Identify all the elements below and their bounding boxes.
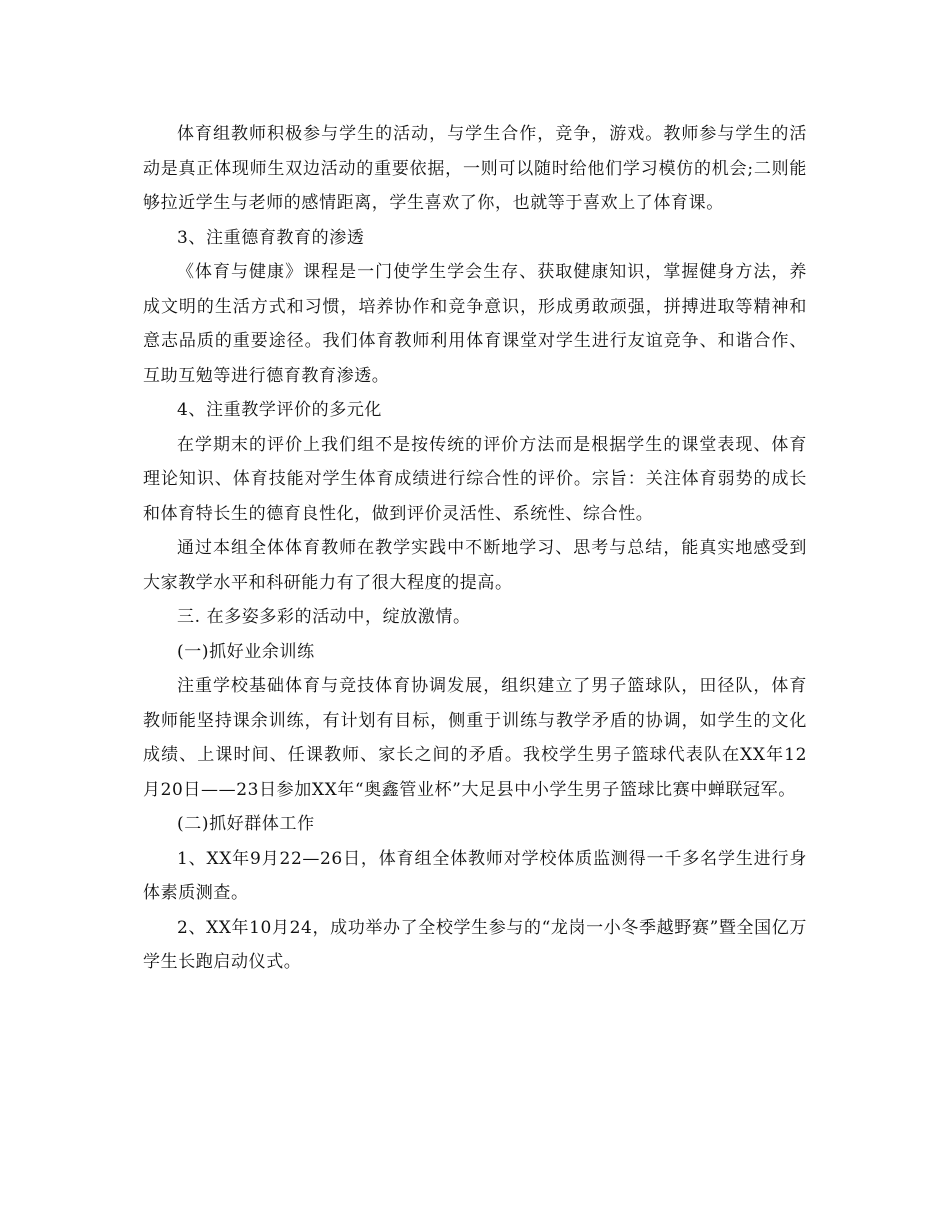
document-body: [143, 117, 807, 980]
heading-evaluation-diversity: 4、注重教学评价的多元化: [177, 400, 383, 420]
paragraph-basketball-team: 注重学校基础体育与竞技体育协调发展，组织建立了男子篮球队，田径队，体育教师能坚持课余训练，有计划有目标，侧重于训练与教学矛盾的协调，如学生的文化成绩、上课时间、任课教师、家长之间的矛盾。我校学生男子篮球代表队在XX年12月20日——23日参加XX年“奥鑫管业杯”大足县中小学生男子篮球比赛中蝉联冠军。: [143, 676, 807, 800]
paragraph-teacher-participation: 体育组教师积极参与学生的活动，与学生合作，竞争，游戏。教师参与学生的活动是真正体现师生双边活动的重要依据，一则可以随时给他们学习模仿的机会;二则能够拉近学生与老师的感情距离，学生喜欢了你，也就等于喜欢上了体育课。: [143, 124, 807, 213]
paragraph-semester-evaluation: 在学期末的评价上我们组不是按传统的评价方法而是根据学生的课堂表现、体育理论知识、体育技能对学生体育成绩进行综合性的评价。宗旨：关注体育弱势的成长和体育特长生的德育良性化，做到评价灵活性、系统性、综合性。: [143, 434, 807, 524]
list-item-fitness-test: 1、XX年9月22—26日，体育组全体教师对学校体质监测得一千多名学生进行身体素质测查。: [143, 848, 807, 903]
paragraph-health-course: 《体育与健康》课程是一门使学生学会生存、获取健康知识，掌握健身方法，养成文明的生活方式和习惯，培养协作和竞争意识，形成勇敢顽强，拼搏进取等精神和意志品质的重要途径。我们体育教师利用体育课堂对学生进行友谊竞争、和谐合作、互助互勉等进行德育教育渗透。: [143, 262, 807, 386]
heading-group-work: (二)抓好群体工作: [177, 814, 315, 834]
heading-amateur-training: (一)抓好业余训练: [177, 641, 315, 662]
list-item-cross-country: 2、XX年10月24，成功举办了全校学生参与的“龙岗一小冬季越野赛”暨全国亿万学生长跑启动仪式。: [143, 917, 807, 972]
heading-section-three: 三. 在多姿多彩的活动中，绽放激情。: [177, 607, 471, 627]
heading-moral-education: 3、注重德育教育的渗透: [177, 227, 365, 248]
paragraph-teaching-improvement: 通过本组全体体育教师在教学实践中不断地学习、思考与总结，能真实地感受到大家教学水平和科研能力有了很大程度的提高。: [143, 538, 807, 593]
